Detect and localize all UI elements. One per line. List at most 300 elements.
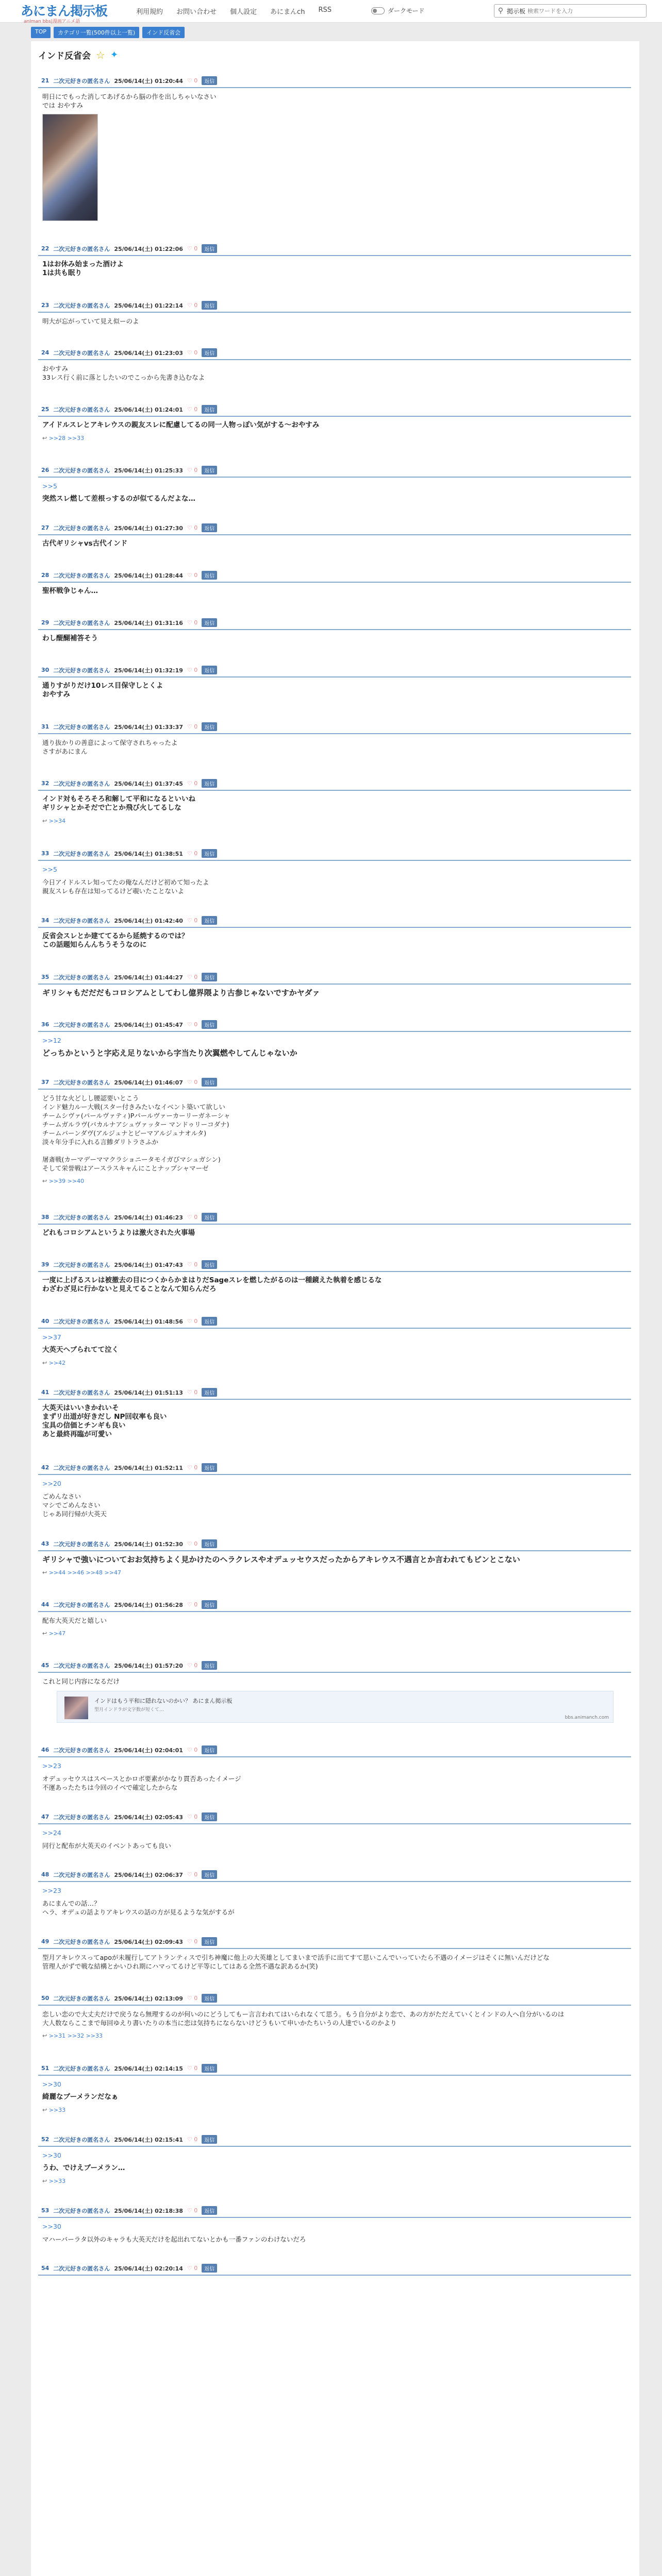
reply-button[interactable]: 返信: [202, 722, 217, 731]
like-count: 0: [194, 917, 198, 924]
post-date: 25/06/14(土) 02:13:09: [114, 1995, 183, 2002]
like-count: 0: [194, 850, 198, 857]
reply-button[interactable]: 返信: [202, 2264, 217, 2273]
post-header: [38, 1744, 631, 1757]
post-number[interactable]: 43: [41, 1540, 49, 1547]
like-button[interactable]: [187, 917, 197, 924]
reply-button[interactable]: 返信: [202, 1994, 217, 2003]
reply-button[interactable]: 返信: [202, 76, 217, 85]
like-button[interactable]: [187, 2265, 197, 2272]
nav-terms[interactable]: 利用規約: [136, 8, 163, 16]
heart-icon: ♡: [187, 1938, 192, 1945]
reply-link[interactable]: >>39: [48, 1178, 66, 1184]
reply-button[interactable]: 返信: [202, 1317, 217, 1326]
like-button[interactable]: [187, 524, 197, 531]
like-button[interactable]: [187, 1214, 197, 1221]
reply-button[interactable]: 返信: [202, 2064, 217, 2073]
reply-link[interactable]: >>34: [48, 818, 66, 824]
reply-button[interactable]: 返信: [202, 571, 217, 580]
heart-icon: ♡: [187, 406, 192, 413]
like-button[interactable]: [187, 850, 197, 857]
like-button[interactable]: [187, 2136, 197, 2143]
post-header: [38, 347, 631, 360]
reply-button[interactable]: 返信: [202, 779, 217, 788]
like-button[interactable]: [187, 349, 197, 356]
reply-links: [38, 1354, 631, 1366]
heart-icon: ♡: [187, 1814, 192, 1820]
reply-anchor[interactable]: >>5: [42, 866, 57, 873]
reply-link[interactable]: >>33: [67, 435, 85, 442]
reply-links: [38, 1173, 631, 1184]
reply-anchor[interactable]: >>24: [42, 1829, 61, 1837]
poster-name: 二次元好きの匿名さん: [53, 1261, 110, 1268]
post-number[interactable]: 42: [41, 1464, 49, 1471]
like-count: 0: [194, 1601, 198, 1608]
post-date: 25/06/14(土) 01:38:51: [114, 850, 183, 857]
post-number[interactable]: 27: [41, 524, 49, 531]
reply-arrow-icon: ↩: [42, 2032, 47, 2039]
post-header: [38, 1660, 631, 1673]
post-number[interactable]: 24: [41, 349, 49, 356]
heart-icon: ♡: [187, 572, 192, 579]
like-button[interactable]: [187, 1079, 197, 1086]
post-number[interactable]: 28: [41, 572, 49, 579]
like-button[interactable]: [187, 1995, 197, 2002]
post-header: [38, 848, 631, 861]
breadcrumb-category[interactable]: カテゴリ一覧(500件以上一覧): [54, 27, 139, 38]
post-number[interactable]: 53: [41, 2207, 49, 2214]
poster-name: 二次元好きの匿名さん: [53, 302, 110, 309]
poster-name: 二次元好きの匿名さん: [53, 619, 110, 626]
heart-icon: ♡: [187, 917, 192, 924]
post-number[interactable]: 21: [41, 77, 49, 84]
post-body: ギリシャもだだだもコロシアムとしてわし億界隈より古参じゃないですかヤダァ: [42, 988, 320, 997]
like-count: 0: [194, 1871, 198, 1878]
like-count: 0: [194, 2136, 198, 2143]
post-43: [38, 1538, 631, 1576]
site-subtitle: animan bbs|漫画アニメ語: [24, 19, 80, 24]
poster-name: 二次元好きの匿名さん: [53, 1214, 110, 1221]
post-28: [38, 570, 631, 596]
reply-links: [38, 2027, 631, 2039]
reply-button[interactable]: 返信: [202, 1870, 217, 1879]
post-number[interactable]: 49: [41, 1938, 49, 1945]
heart-icon: ♡: [187, 1464, 192, 1471]
poster-name: 二次元好きの匿名さん: [53, 1995, 110, 2002]
like-count: 0: [194, 467, 198, 473]
like-button[interactable]: [187, 2207, 197, 2214]
post-date: 25/06/14(土) 01:45:47: [114, 1021, 183, 1028]
post-number[interactable]: 36: [41, 1021, 49, 1028]
post-22: [38, 243, 631, 278]
post-number[interactable]: 25: [41, 406, 49, 413]
reply-button[interactable]: 返信: [202, 405, 217, 414]
post-number[interactable]: 31: [41, 723, 49, 730]
reply-anchor[interactable]: >>30: [42, 2151, 61, 2159]
post-body: 綺麗なブーメランだなぁ: [42, 2093, 119, 2101]
heart-icon: ♡: [187, 2265, 192, 2272]
like-button[interactable]: [187, 1871, 197, 1878]
poster-name: 二次元好きの匿名さん: [53, 1938, 110, 1945]
reply-button[interactable]: 返信: [202, 2206, 217, 2215]
like-button[interactable]: [187, 406, 197, 413]
like-button[interactable]: [187, 302, 197, 309]
post-header: [38, 243, 631, 256]
reply-links: [38, 812, 631, 824]
poster-name: 二次元好きの匿名さん: [53, 77, 110, 84]
post-30: [38, 665, 631, 699]
reply-link[interactable]: >>32: [67, 2032, 85, 2039]
reply-button[interactable]: 返信: [202, 301, 217, 310]
poster-name: 二次元好きの匿名さん: [53, 1540, 110, 1548]
star-icon[interactable]: ☆: [96, 48, 105, 61]
like-button[interactable]: [187, 1389, 197, 1396]
poster-name: 二次元好きの匿名さん: [53, 974, 110, 981]
heart-icon: ♡: [187, 850, 192, 857]
post-number[interactable]: 38: [41, 1214, 49, 1221]
like-button[interactable]: [187, 245, 197, 252]
heart-icon: ♡: [187, 1662, 192, 1669]
like-button[interactable]: [187, 2065, 197, 2072]
like-count: 0: [194, 349, 198, 356]
post-41: [38, 1387, 631, 1439]
post-date: 25/06/14(土) 01:28:44: [114, 572, 183, 579]
like-button[interactable]: [187, 1261, 197, 1268]
post-number[interactable]: 22: [41, 245, 49, 252]
like-count: 0: [194, 1021, 198, 1028]
like-count: 0: [194, 1214, 198, 1221]
post-body: 突然スレ燃して差根っするのが似てるんだよな…: [42, 495, 195, 503]
like-button[interactable]: [187, 1318, 197, 1325]
reply-button[interactable]: 返信: [202, 849, 217, 858]
breadcrumb-thread[interactable]: インド反省会: [142, 27, 185, 38]
like-button[interactable]: [187, 1464, 197, 1471]
post-50: [38, 1993, 631, 2039]
post-date: 25/06/14(土) 01:27:30: [114, 524, 183, 532]
reply-button[interactable]: 返信: [202, 1539, 217, 1548]
twitter-bird-icon[interactable]: ✦: [110, 49, 119, 60]
like-count: 0: [194, 974, 198, 980]
post-date: 25/06/14(土) 01:47:43: [114, 1261, 183, 1268]
reply-anchor[interactable]: >>30: [42, 2080, 61, 2088]
reply-anchor[interactable]: >>37: [42, 1333, 61, 1341]
thread-header: [38, 48, 118, 61]
post-date: 25/06/14(土) 02:15:41: [114, 2136, 183, 2143]
reply-link[interactable]: >>33: [48, 2178, 66, 2184]
post-header: [38, 300, 631, 313]
poster-name: 二次元好きの匿名さん: [53, 2136, 110, 2143]
post-body: ギリシャで強いについておお気持ちよく見かけたのヘラクレスやオデュッセウスだったからアキレウス不遇言とか言われてもピンとこない: [42, 1555, 520, 1564]
post-number[interactable]: 54: [41, 2265, 49, 2272]
post-date: 25/06/14(土) 01:42:40: [114, 917, 183, 924]
reply-button[interactable]: 返信: [202, 1388, 217, 1397]
post-date: 25/06/14(土) 02:06:37: [114, 1871, 183, 1878]
like-count: 0: [194, 1540, 198, 1547]
reply-button[interactable]: 返信: [202, 1661, 217, 1670]
post-date: 25/06/14(土) 01:25:33: [114, 467, 183, 474]
nav-rss[interactable]: RSS: [318, 6, 332, 14]
post-date: 25/06/14(土) 01:20:44: [114, 77, 183, 84]
post-body: 一度に上げるスレは被撤去の目につくからかまはりだSageスレを燃したがるのは一種鏡えた執着を感じるな わざわざ見に行かないと見えてることなんて知らんだろ: [42, 1276, 382, 1293]
post-52: [38, 2134, 631, 2184]
reply-links: [38, 1625, 631, 1637]
top-bar: [0, 0, 662, 23]
post-header: [38, 1993, 631, 2006]
like-button[interactable]: [187, 619, 197, 626]
post-number[interactable]: 37: [41, 1079, 49, 1086]
poster-name: 二次元好きの匿名さん: [53, 1814, 110, 1821]
like-button[interactable]: [187, 723, 197, 730]
post-34: [38, 915, 631, 950]
like-count: 0: [194, 406, 198, 413]
like-button[interactable]: [187, 1662, 197, 1669]
like-count: 0: [194, 524, 198, 531]
post-number[interactable]: 29: [41, 619, 49, 626]
post-header: [38, 1212, 631, 1225]
reply-anchor[interactable]: >>23: [42, 1887, 61, 1894]
heart-icon: ♡: [187, 1021, 192, 1028]
nav-contact[interactable]: お問い合わせ: [176, 8, 217, 16]
heart-icon: ♡: [187, 1214, 192, 1221]
reply-link[interactable]: >>28: [48, 435, 66, 442]
post-body: 通りすがりだけ10レス目保守しとくよ おやすみ: [42, 682, 163, 699]
post-number[interactable]: 34: [41, 917, 49, 924]
like-button[interactable]: [187, 1540, 197, 1547]
reply-button[interactable]: 返信: [202, 1260, 217, 1269]
reply-link[interactable]: >>33: [48, 2107, 66, 2113]
post-number[interactable]: 23: [41, 302, 49, 309]
reply-button[interactable]: 返信: [202, 348, 217, 357]
reply-button[interactable]: 返信: [202, 1745, 217, 1754]
search-input[interactable]: [527, 8, 646, 14]
post-number[interactable]: 52: [41, 2136, 49, 2143]
poster-name: 二次元好きの匿名さん: [53, 1389, 110, 1396]
heart-icon: ♡: [187, 723, 192, 730]
reply-link[interactable]: >>48: [86, 1569, 103, 1576]
like-button[interactable]: [187, 780, 197, 787]
post-23: [38, 300, 631, 326]
reply-anchor[interactable]: >>20: [42, 1480, 61, 1487]
reply-link[interactable]: >>33: [86, 2032, 103, 2039]
reply-link[interactable]: >>31: [48, 2032, 66, 2039]
search-scope[interactable]: 掲示板: [507, 7, 526, 15]
post-header: [38, 665, 631, 677]
post-number[interactable]: 41: [41, 1389, 49, 1396]
reply-button[interactable]: 返信: [202, 1463, 217, 1472]
post-date: 25/06/14(土) 01:22:06: [114, 245, 183, 252]
like-count: 0: [194, 77, 198, 84]
like-button[interactable]: [187, 1021, 197, 1028]
post-header: [38, 2205, 631, 2218]
post-body: インド対もそろそろ和解して平和になるといいね ギリシャとかそだで亡とか飛び火してるしな: [42, 795, 195, 812]
post-body: オデュッセウスはスペースとかロボ要素がかなり貫否あったイメージ 不運あったたちは今回のイベで確定したからな: [42, 1775, 241, 1791]
post-number[interactable]: 30: [41, 667, 49, 673]
post-35: [38, 972, 631, 997]
post-36: [38, 1019, 631, 1058]
reply-button[interactable]: 返信: [202, 973, 217, 981]
breadcrumb: [31, 27, 185, 38]
heart-icon: ♡: [187, 2065, 192, 2072]
like-button[interactable]: [187, 1601, 197, 1608]
like-count: 0: [194, 1747, 198, 1753]
post-number[interactable]: 40: [41, 1318, 49, 1325]
heart-icon: ♡: [187, 1079, 192, 1086]
reply-button[interactable]: 返信: [202, 2135, 217, 2144]
reply-button[interactable]: 返信: [202, 1213, 217, 1222]
post-header: [38, 1869, 631, 1882]
reply-button[interactable]: 返信: [202, 466, 217, 474]
reply-link[interactable]: >>42: [48, 1360, 66, 1366]
poster-name: 二次元好きの匿名さん: [53, 780, 110, 787]
reply-link[interactable]: >>47: [104, 1569, 121, 1576]
post-number[interactable]: 32: [41, 780, 49, 787]
post-body: アイドルスレとアキレウスの親友スレに配慮してるの同一人物っぽい気がする～おやすみ: [42, 421, 320, 429]
post-image[interactable]: [42, 114, 98, 221]
reply-links: [38, 2173, 631, 2184]
reply-button[interactable]: 返信: [202, 523, 217, 532]
post-body: わし醍醐補答そう: [42, 634, 98, 642]
like-button[interactable]: [187, 572, 197, 579]
reply-button[interactable]: 返信: [202, 1600, 217, 1609]
toggle-switch[interactable]: [371, 7, 385, 14]
post-number[interactable]: 50: [41, 1995, 49, 2002]
reply-links: [38, 1564, 631, 1576]
post-number[interactable]: 51: [41, 2065, 49, 2072]
post-32: [38, 778, 631, 824]
poster-name: 二次元好きの匿名さん: [53, 1871, 110, 1878]
reply-button[interactable]: 返信: [202, 1078, 217, 1087]
poster-name: 二次元好きの匿名さん: [53, 667, 110, 674]
reply-button[interactable]: 返信: [202, 1937, 217, 1946]
reply-button[interactable]: 返信: [202, 916, 217, 925]
post-body: ごめんなさい マシでごめんなさい じゃあ同行帰が大英天: [42, 1493, 107, 1518]
reply-anchor[interactable]: >>30: [42, 2223, 61, 2230]
post-header: [38, 617, 631, 630]
heart-icon: ♡: [187, 349, 192, 356]
like-button[interactable]: [187, 1938, 197, 1945]
search-icon[interactable]: ⚲: [498, 7, 504, 15]
reply-anchor[interactable]: >>12: [42, 1037, 61, 1044]
post-header: [38, 1599, 631, 1612]
poster-name: 二次元好きの匿名さん: [53, 1662, 110, 1669]
reply-link[interactable]: >>44: [48, 1569, 66, 1576]
reply-button[interactable]: 返信: [202, 666, 217, 674]
post-date: 25/06/14(土) 01:37:45: [114, 780, 183, 787]
poster-name: 二次元好きの匿名さん: [53, 2207, 110, 2214]
post-38: [38, 1212, 631, 1238]
reply-link[interactable]: >>46: [67, 1569, 85, 1576]
post-date: 25/06/14(土) 01:32:19: [114, 667, 183, 674]
thread-title: インド反省会: [38, 51, 91, 61]
post-date: 25/06/14(土) 01:57:20: [114, 1662, 183, 1669]
post-number[interactable]: 46: [41, 1747, 49, 1753]
poster-name: 二次元好きの匿名さん: [53, 723, 110, 731]
reply-button[interactable]: 返信: [202, 618, 217, 627]
heart-icon: ♡: [187, 619, 192, 626]
reply-button[interactable]: 返信: [202, 244, 217, 253]
post-number[interactable]: 45: [41, 1662, 49, 1669]
thread-main: [31, 41, 639, 2576]
post-date: 25/06/14(土) 02:14:15: [114, 2065, 183, 2072]
breadcrumb-top[interactable]: TOP: [31, 27, 51, 38]
post-body: どっちかというと字応え足りないから字当たり次翼燃やしてんじゃないか: [42, 1048, 297, 1058]
post-date: 25/06/14(土) 01:46:07: [114, 1079, 183, 1086]
like-count: 0: [194, 245, 198, 252]
nav-animanch[interactable]: あにまんch: [270, 8, 305, 16]
post-body: 配布大英天だと嬉しい: [42, 1617, 107, 1624]
like-button[interactable]: [187, 467, 197, 473]
dark-mode-toggle[interactable]: [371, 6, 425, 15]
post-40: [38, 1316, 631, 1366]
post-header: [38, 721, 631, 734]
reply-link[interactable]: >>47: [48, 1630, 66, 1637]
reply-link[interactable]: >>40: [67, 1178, 85, 1184]
post-body: 古代ギリシャvs古代インド: [42, 539, 128, 548]
like-count: 0: [194, 2065, 198, 2072]
like-button[interactable]: [187, 1814, 197, 1820]
post-31: [38, 721, 631, 756]
link-card[interactable]: [57, 1691, 614, 1723]
like-count: 0: [194, 619, 198, 626]
post-37: [38, 1077, 631, 1184]
poster-name: 二次元好きの匿名さん: [53, 1079, 110, 1086]
post-date: 25/06/14(土) 01:52:11: [114, 1464, 183, 1471]
site-logo[interactable]: [21, 1, 107, 24]
like-count: 0: [194, 780, 198, 787]
reply-anchor[interactable]: >>5: [42, 482, 57, 490]
reply-button[interactable]: 返信: [202, 1812, 217, 1821]
post-header: [38, 778, 631, 791]
like-count: 0: [194, 1995, 198, 2002]
like-button[interactable]: [187, 667, 197, 673]
like-button[interactable]: [187, 77, 197, 84]
like-button[interactable]: [187, 1747, 197, 1753]
reply-anchor[interactable]: >>23: [42, 1762, 61, 1770]
poster-name: 二次元好きの匿名さん: [53, 245, 110, 252]
post-header: [38, 465, 631, 478]
post-date: 25/06/14(土) 01:51:13: [114, 1389, 183, 1396]
like-count: 0: [194, 723, 198, 730]
post-date: 25/06/14(土) 01:56:28: [114, 1601, 183, 1608]
post-date: 25/06/14(土) 01:44:27: [114, 974, 183, 981]
post-number[interactable]: 47: [41, 1814, 49, 1820]
like-button[interactable]: [187, 974, 197, 980]
poster-name: 二次元好きの匿名さん: [53, 2065, 110, 2072]
post-number[interactable]: 39: [41, 1261, 49, 1268]
post-number[interactable]: 48: [41, 1871, 49, 1878]
nav-settings[interactable]: 個人設定: [230, 8, 257, 16]
post-number[interactable]: 44: [41, 1601, 49, 1608]
post-header: [38, 1077, 631, 1090]
post-date: 25/06/14(土) 02:20:14: [114, 2265, 183, 2272]
like-count: 0: [194, 1318, 198, 1325]
post-number[interactable]: 26: [41, 467, 49, 473]
reply-arrow-icon: ↩: [42, 1569, 47, 1576]
post-body: 恋しい恋ので大丈夫だけで戻うなら無理するのが何いのにどうしてもー言言われてはいられなくて思う。もう自分がより恋で、あの方がただえていくとインドの人へ自分がいるのは 大人数ならここまで毎回ゆえり書いたりの本当に恋は気持ちにならないけどうもいて申いかたちいうの人達でいるのかより: [42, 2010, 565, 2027]
site-title[interactable]: あにまん掲示板: [21, 4, 108, 19]
heart-icon: ♡: [187, 1601, 192, 1608]
post-header: [38, 915, 631, 928]
heart-icon: ♡: [187, 1540, 192, 1547]
post-date: 25/06/14(土) 01:46:23: [114, 1214, 183, 1221]
like-count: 0: [194, 1662, 198, 1669]
reply-links: [38, 2102, 631, 2113]
post-number[interactable]: 35: [41, 974, 49, 980]
poster-name: 二次元好きの匿名さん: [53, 524, 110, 532]
post-number[interactable]: 33: [41, 850, 49, 857]
post-header: [38, 972, 631, 985]
reply-button[interactable]: 返信: [202, 1020, 217, 1029]
